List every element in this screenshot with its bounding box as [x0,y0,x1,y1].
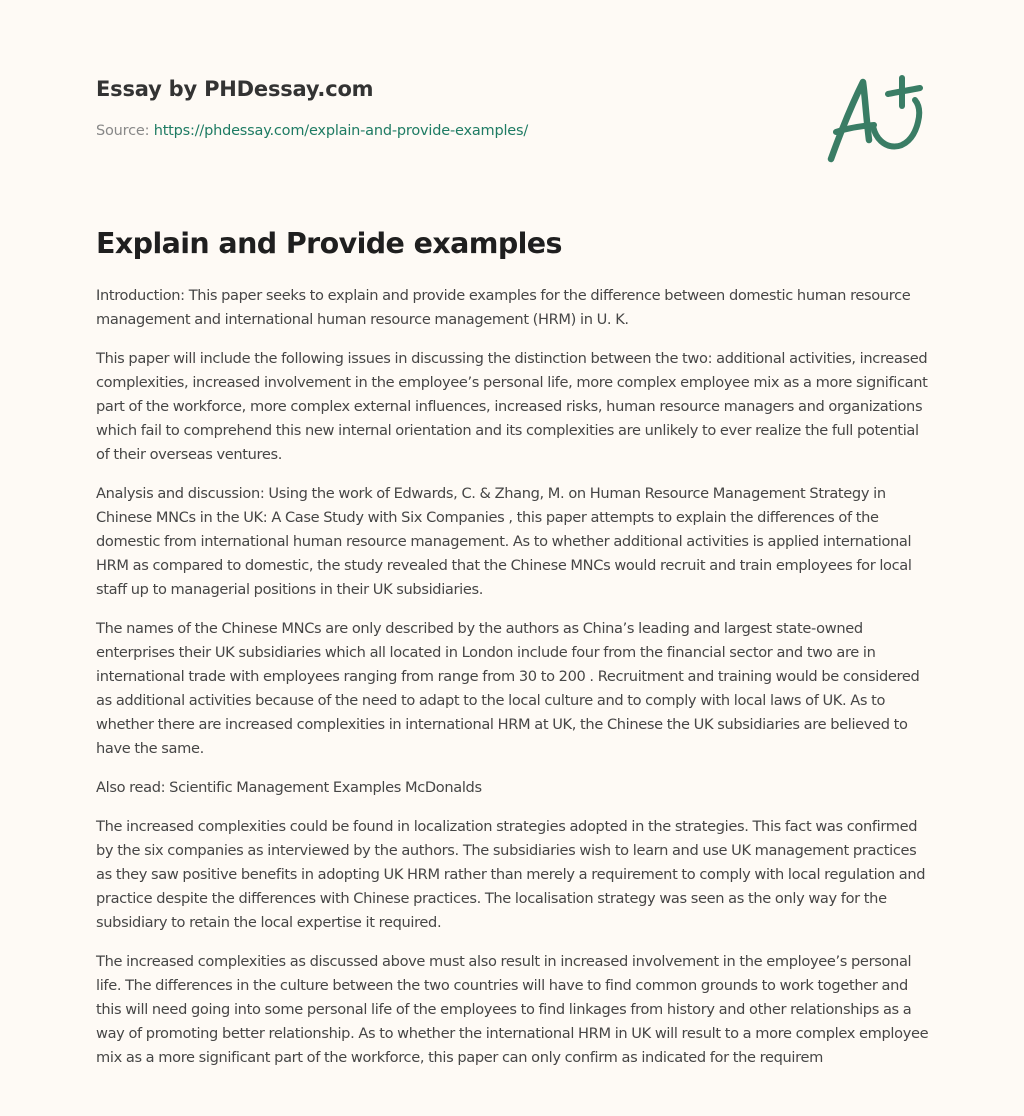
paragraph-introduction: Introduction: This paper seeks to explain and provide examples for the difference between domestic human resource management and international human resource management (HRM) in U. K. [96,287,911,328]
source-link[interactable]: https://phdessay.com/explain-and-provide-examples/ [153,123,529,139]
essay-body [96,284,932,1085]
source-label: Source: [96,123,154,139]
paragraph-chinese-mncs: The names of the Chinese MNCs are only described by the authors as China’s leading and largest state-owned enterprises their UK subsidiaries which all located in London include four from the financial sector and two are in international trade with employees ranging from range from 30 to 200 . Recruitment and training would be considered as additional activities because of the need to adapt to the local culture and to comply with local laws of UK. As to whether there are increased complexities in international HRM at UK, the Chinese the UK subsidiaries are believed to have the same. [96,620,920,757]
site-brand: Essay by PHDessay.com [96,77,374,101]
paragraph-involvement: The increased complexities as discussed above must also result in increased involvement in the employee’s personal life. The differences in the culture between the two countries will have to find common grounds to work together and this will need going into some personal life of the employees to find linkages from history and other relationships as a way of promoting better relationship. As to whether the international HRM in UK will result to a more complex employee mix as a more significant part of the workforce, this paper can only confirm as indicated for the requirem [96,953,929,1066]
page-header [96,74,928,141]
paragraph-complexities: The increased complexities could be found in localization strategies adopted in the strategies. This fact was confirmed by the six companies as interviewed by the authors. The subsidiaries wish to learn and use UK management practices as they saw positive benefits in adopting UK HRM rather than merely a requirement to comply with local regulation and practice despite the differences with Chinese practices. The localisation strategy was seen as the only way for the subsidiary to retain the local expertise it required. [96,818,926,931]
also-read-link[interactable]: Also read: Scientific Management Examples McDonalds [96,779,482,796]
source-line [96,121,928,141]
a-plus-grade-icon [822,66,932,166]
paragraph-issues: This paper will include the following issues in discussing the distinction between the two: additional activities, increased complexities, increased involvement in the employee’s personal life, more complex employee mix as a more significant part of the workforce, more complex external influences, increased risks, human resource managers and organizations which fail to comprehend this new internal orientation and its complexities are unlikely to ever realize the full potential of their overseas ventures. [96,350,928,463]
paragraph-analysis: Analysis and discussion: Using the work of Edwards, C. & Zhang, M. on Human Resource Management Strategy in Chinese MNCs in the UK: A Case Study with Six Companies , this paper attempts to explain the differences of the domestic from international human resource management. As to whether additional activities is applied international HRM as compared to domestic, the study revealed that the Chinese MNCs would recruit and train employees for local staff up to managerial positions in their UK subsidiaries. [96,485,912,598]
essay-title: Explain and Provide examples [96,227,562,260]
